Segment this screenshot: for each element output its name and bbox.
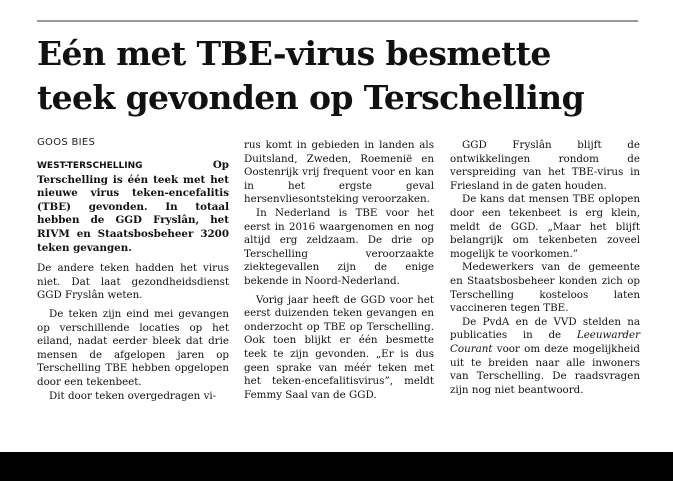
paragraph: rus komt in gebieden in landen als Duitsland, Zweden, Roemenië en Oostenrijk vrij frequent voor en kan in het ergste geval hersenvliesontsteking veroorzaken.	[244, 139, 434, 206]
paragraph: De kans dat mensen TBE oplopen door een tekenbeet is erg klein, meldt de GGD. „Maar het blijft belangrijk om tekenbeten zoveel mogelijk te voorkomen.”	[450, 193, 640, 260]
paragraph: De andere teken hadden het virus niet. Dat laat gezondheidsdienst GGD Fryslân weten.	[37, 262, 229, 302]
column-2	[244, 139, 434, 402]
headline-line-2: teek gevonden op Terschelling	[37, 78, 585, 117]
headline	[37, 32, 647, 120]
lead-text: Op Terschelling is één teek met het nieuwe virus teken-encefalitis (TBE) gevonden. In totaal hebben de GGD Fryslân, het RIVM en Staatsbosbeheer 3200 teken gevangen.	[37, 159, 229, 254]
paragraph: Dit door teken overgedragen vi-	[49, 389, 217, 402]
paragraph: De teken zijn eind mei gevangen op verschillende locaties op het eiland, nadat eerder bleek dat drie mensen de afgelopen jaren op Terschelling TBE hebben opgelopen door een tekenbeet.	[37, 307, 229, 388]
dateline: WEST-TERSCHELLING	[37, 161, 143, 171]
author-byline: GOOS BIES	[37, 137, 96, 148]
paragraph: Medewerkers van de gemeente en Staatsbosbeheer konden zich op Terschelling kosteloos laten vaccineren tegen TBE.	[450, 261, 640, 315]
column-3	[450, 139, 640, 397]
lead-paragraph	[37, 159, 229, 255]
paragraph	[450, 316, 640, 398]
headline-line-1: Eén met TBE-virus besmette	[37, 34, 551, 73]
top-rule	[37, 20, 638, 22]
paragraph: In Nederland is TBE voor het eerst in 2016 waargenomen en nog altijd erg zeldzaam. De drie op Terschelling veroorzaakte ziektegevallen zijn de enige bekende in Noord-Nederland.	[244, 206, 434, 287]
column-1	[37, 159, 229, 403]
newspaper-name: Leeuwarder Courant	[450, 329, 640, 355]
paragraph: GGD Fryslân blijft de ontwikkelingen rondom de verspreiding van het TBE-virus in Friesland in de gaten houden.	[450, 139, 640, 192]
paragraph-text: voor om deze mogelijkheid uit te breiden naar alle inwoners van Terschelling. De raadsvragen zijn nog niet beantwoord.	[450, 342, 640, 396]
paragraph: Vorig jaar heeft de GGD voor het eerst duizenden teken gevangen en onderzocht op TBE op Terschelling. Ook toen blijkt er één besmette teek te zijn gevonden. „Er is dus geen sprake van méér teken met het teken-encefalitisvirus”, meldt Femmy Saal van de GGD.	[244, 293, 434, 401]
paragraph-text: De PvdA en de VVD stelden na publicaties in de	[450, 315, 640, 342]
